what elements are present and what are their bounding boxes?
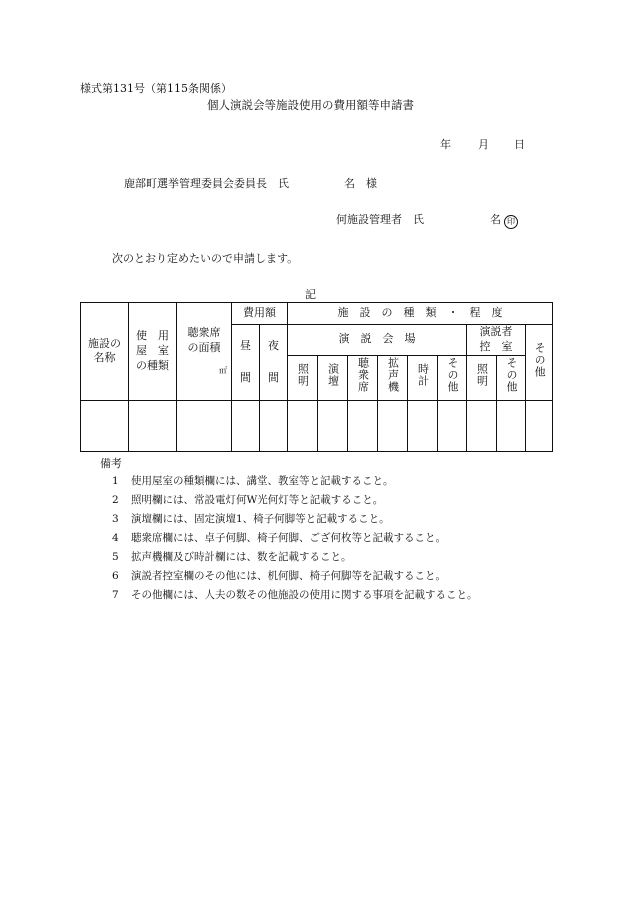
header-cost: 費用額 [232, 303, 288, 325]
list-item: 3 演壇欄には、固定演壇1、椅子何脚等と記載すること。 [112, 513, 390, 525]
document-title: 個人演説会等施設使用の費用額等申請書 [207, 98, 414, 112]
remarks-heading: 備考 [100, 457, 122, 470]
cell-hall-speaker[interactable] [378, 400, 408, 451]
seat-area-unit: ㎡ [219, 365, 227, 375]
header-hall-seats: 聴衆席 [348, 355, 378, 400]
header-room-other: その他 [497, 355, 526, 400]
header-night: 夜 間 [260, 325, 288, 401]
cell-hall-seats[interactable] [348, 400, 378, 451]
header-waiting-room: 演説者 控 室 [467, 325, 526, 356]
cell-room-other[interactable] [497, 400, 526, 451]
date-year-label: 年 [440, 138, 451, 151]
list-item: 2 照明欄には、常設電灯何W光何灯等と記載すること。 [112, 494, 384, 506]
cell-day-cost[interactable] [232, 400, 260, 451]
list-item: 4 聴衆席欄には、卓子何脚、椅子何脚、ござ何枚等と記載すること。 [112, 532, 446, 544]
cell-hall-lighting[interactable] [288, 400, 318, 451]
cell-hall-clock[interactable] [408, 400, 438, 451]
header-hall-clock: 時計 [408, 355, 438, 400]
list-item: 7 その他欄には、人夫の数その他施設の使用に関する事項を記載すること。 [112, 589, 478, 601]
header-hall: 演 説 会 場 [288, 325, 467, 356]
header-day: 昼 間 [232, 325, 260, 401]
seal-mark: 印 [504, 215, 518, 229]
manager-line [336, 211, 518, 229]
manager-label: 何施設管理者 氏 名 [336, 213, 501, 226]
header-facility-type: 施 設 の 種 類 ・ 程 度 [288, 303, 553, 325]
header-hall-other: その他 [438, 355, 467, 400]
intro-text: 次のとおり定めたいので申請します。 [112, 252, 299, 265]
header-hall-lighting: 照明 [288, 355, 318, 400]
header-hall-podium: 演壇 [318, 355, 348, 400]
application-table [80, 302, 553, 452]
addressee-line: 鹿部町選挙管理委員会委員長 氏 名 様 [124, 177, 377, 190]
form-number: 様式第131号（第115条関係） [80, 82, 232, 95]
header-room-lighting: 照明 [467, 355, 497, 400]
cell-room-type[interactable] [129, 400, 177, 451]
cell-other[interactable] [526, 400, 553, 451]
header-facility-name: 施設の名称 [81, 303, 129, 401]
header-seat-area: 聴衆席 の面積 ㎡ [177, 303, 232, 401]
cell-hall-podium[interactable] [318, 400, 348, 451]
cell-hall-other[interactable] [438, 400, 467, 451]
date-day-label: 日 [514, 138, 525, 151]
cell-night-cost[interactable] [260, 400, 288, 451]
list-item: 5 拡声機欄及び時計欄には、数を記載すること。 [112, 551, 352, 563]
date-month-label: 月 [478, 138, 489, 151]
header-hall-speaker: 拡声機 [378, 355, 408, 400]
cell-room-lighting[interactable] [467, 400, 497, 451]
ki-label: 記 [305, 288, 316, 301]
list-item: 1 使用屋室の種類欄には、講堂、教室等と記載すること。 [112, 475, 394, 487]
header-other: その他 [526, 325, 553, 401]
list-item: 6 演説者控室欄のその他には、机何脚、椅子何脚等を記載すること。 [112, 570, 446, 582]
cell-seat-area[interactable] [177, 400, 232, 451]
cell-facility-name[interactable] [81, 400, 129, 451]
remarks-list [112, 472, 478, 605]
table-row [81, 400, 553, 451]
header-room-type: 使 用 屋 室 の種類 [129, 303, 177, 401]
